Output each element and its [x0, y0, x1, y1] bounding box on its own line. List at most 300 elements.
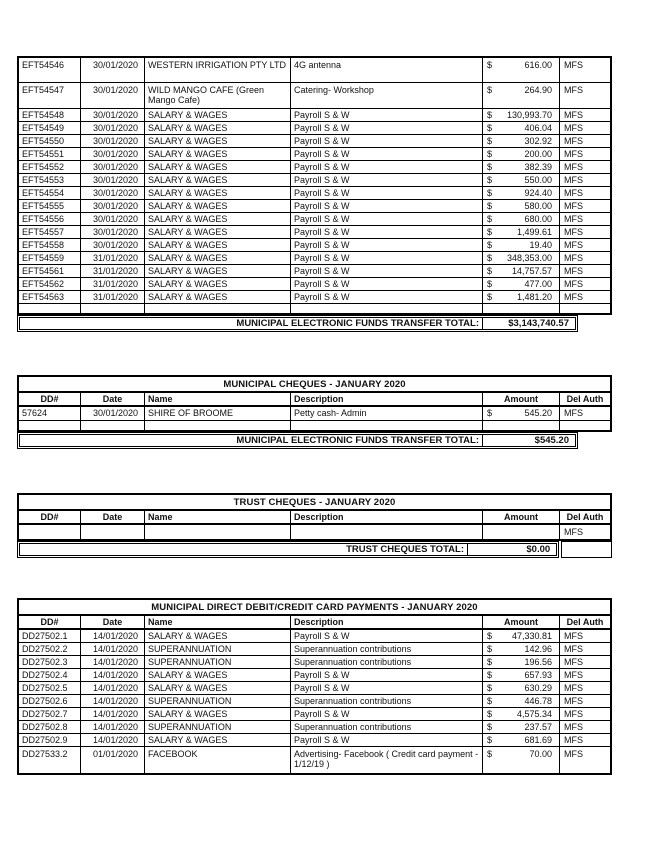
row-amount — [483, 278, 560, 291]
currency-symbol: $ — [487, 60, 493, 70]
municipal-cheques-grid — [17, 375, 612, 432]
row-id: EFT54555 — [19, 200, 81, 213]
empty-cell — [560, 421, 610, 430]
column-header-dd: DD# — [19, 616, 81, 630]
table-row — [19, 643, 610, 656]
amount-value: 196.56 — [524, 656, 552, 667]
currency-symbol: $ — [487, 174, 493, 185]
column-header-name: Name — [145, 511, 291, 525]
column-header-amount: Amount — [483, 616, 560, 630]
row-del-auth: MFS — [560, 708, 610, 721]
table-row — [19, 239, 610, 252]
row-date: 14/01/2020 — [81, 656, 145, 669]
empty-cell — [145, 421, 291, 430]
column-header-name: Name — [145, 616, 291, 630]
row-id: EFT54554 — [19, 187, 81, 200]
row-name: SALARY & WAGES — [145, 226, 291, 239]
row-description: Payroll S & W — [291, 200, 483, 213]
currency-symbol: $ — [487, 122, 493, 133]
row-date: 14/01/2020 — [81, 669, 145, 682]
amount-value: 348,353.00 — [506, 252, 552, 263]
row-name: SUPERANNUATION — [145, 695, 291, 708]
row-id: 57624 — [19, 407, 81, 421]
row-name: SUPERANNUATION — [145, 721, 291, 734]
empty-cell — [19, 421, 81, 430]
row-date: 14/01/2020 — [81, 695, 145, 708]
row-del-auth: MFS — [560, 239, 610, 252]
row-name: SALARY & WAGES — [145, 200, 291, 213]
row-description: Payroll S & W — [291, 239, 483, 252]
row-description: Advertising- Facebook ( Credit card payment - 1/12/19 ) — [291, 747, 483, 773]
column-header-amount: Amount — [483, 511, 560, 525]
table-row — [19, 407, 610, 421]
row-id: EFT54549 — [19, 122, 81, 135]
empty-cell — [291, 421, 483, 430]
table-header-row — [19, 511, 610, 525]
amount-value: 580.00 — [524, 200, 552, 211]
row-name: SALARY & WAGES — [145, 239, 291, 252]
row-date: 14/01/2020 — [81, 630, 145, 643]
row-name: SALARY & WAGES — [145, 291, 291, 304]
row-date: 30/01/2020 — [81, 83, 145, 109]
row-date: 30/01/2020 — [81, 407, 145, 421]
row-description: Payroll S & W — [291, 213, 483, 226]
row-id: EFT54546 — [19, 58, 81, 83]
row-amount — [483, 747, 560, 773]
row-date — [81, 525, 145, 539]
row-id: DD27502.2 — [19, 643, 81, 656]
row-del-auth: MFS — [564, 526, 583, 537]
row-amount — [483, 695, 560, 708]
row-del-auth: MFS — [560, 656, 610, 669]
column-header-date: Date — [81, 511, 145, 525]
currency-symbol: $ — [487, 161, 493, 172]
amount-value: 14,757.57 — [511, 265, 552, 276]
empty-cell — [560, 304, 610, 313]
table-row — [19, 669, 610, 682]
table-row — [19, 278, 610, 291]
row-date: 31/01/2020 — [81, 291, 145, 304]
amount-value: 200.00 — [524, 148, 552, 159]
row-amount — [483, 682, 560, 695]
row-del-auth: MFS — [560, 252, 610, 265]
empty-cell — [483, 421, 560, 430]
table-row — [19, 226, 610, 239]
row-name: SALARY & WAGES — [145, 669, 291, 682]
table-row — [19, 200, 610, 213]
row-id: DD27502.8 — [19, 721, 81, 734]
table-row — [19, 174, 610, 187]
row-id: DD27502.7 — [19, 708, 81, 721]
row-description: Payroll S & W — [291, 187, 483, 200]
row-name: SALARY & WAGES — [145, 161, 291, 174]
row-date: 14/01/2020 — [81, 734, 145, 747]
empty-cell — [145, 304, 291, 313]
currency-symbol: $ — [487, 226, 493, 237]
row-name: SALARY & WAGES — [145, 109, 291, 122]
row-date: 30/01/2020 — [81, 122, 145, 135]
row-id: DD27502.5 — [19, 682, 81, 695]
column-header-dd: DD# — [19, 393, 81, 407]
row-description — [291, 525, 483, 539]
row-id: DD27502.3 — [19, 656, 81, 669]
row-id: DD27502.1 — [19, 630, 81, 643]
row-id: EFT54562 — [19, 278, 81, 291]
table-row — [19, 291, 610, 304]
currency-symbol: $ — [487, 721, 493, 732]
row-description: Payroll S & W — [291, 135, 483, 148]
amount-value: 681.69 — [524, 734, 552, 745]
amount-value: 924.40 — [524, 187, 552, 198]
row-id: EFT54547 — [19, 83, 81, 109]
row-del-auth: MFS — [560, 122, 610, 135]
total-box — [17, 315, 578, 332]
currency-symbol: $ — [487, 265, 493, 276]
amount-value: 657.93 — [524, 669, 552, 680]
currency-symbol: $ — [487, 749, 493, 759]
row-name: SALARY & WAGES — [145, 734, 291, 747]
row-id: EFT54552 — [19, 161, 81, 174]
row-amount — [483, 161, 560, 174]
table-row — [19, 58, 610, 83]
row-del-auth: MFS — [560, 58, 610, 83]
column-header-description: Description — [291, 511, 483, 525]
currency-symbol: $ — [487, 695, 493, 706]
currency-symbol: $ — [487, 708, 493, 719]
row-id: EFT54551 — [19, 148, 81, 161]
row-id: EFT54556 — [19, 213, 81, 226]
row-amount — [483, 291, 560, 304]
table-row — [19, 734, 610, 747]
row-description: Superannuation contributions — [291, 695, 483, 708]
empty-cell — [483, 304, 560, 313]
currency-symbol: $ — [487, 682, 493, 693]
amount-value: 550.00 — [524, 174, 552, 185]
row-del-auth: MFS — [560, 161, 610, 174]
table-row — [19, 630, 610, 643]
amount-value: 302.92 — [524, 135, 552, 146]
currency-symbol: $ — [487, 148, 493, 159]
row-del-auth: MFS — [560, 669, 610, 682]
row-id: EFT54553 — [19, 174, 81, 187]
row-del-auth: MFS — [560, 200, 610, 213]
row-amount — [483, 669, 560, 682]
table-row — [19, 161, 610, 174]
row-description: Payroll S & W — [291, 252, 483, 265]
column-header-description: Description — [291, 616, 483, 630]
row-description: Payroll S & W — [291, 174, 483, 187]
row-description: Payroll S & W — [291, 109, 483, 122]
row-name: SALARY & WAGES — [145, 682, 291, 695]
table-row — [19, 682, 610, 695]
column-header-del-auth: Del Auth — [560, 393, 610, 407]
table-row — [19, 708, 610, 721]
currency-symbol: $ — [487, 213, 493, 224]
total-label: MUNICIPAL ELECTRONIC FUNDS TRANSFER TOTAL: — [236, 318, 479, 329]
row-amount — [483, 174, 560, 187]
amount-value: 47,330.81 — [511, 630, 552, 641]
row-name: SALARY & WAGES — [145, 252, 291, 265]
amount-value: 406.04 — [524, 122, 552, 133]
row-description: Payroll S & W — [291, 226, 483, 239]
empty-cell — [291, 304, 483, 313]
amount-value: 1,499.61 — [516, 226, 552, 237]
total-label: TRUST CHEQUES TOTAL: — [346, 544, 464, 555]
row-amount — [483, 630, 560, 643]
row-name — [145, 525, 291, 539]
row-amount — [483, 58, 560, 83]
row-description: Petty cash- Admin — [291, 407, 483, 421]
row-description: Payroll S & W — [291, 148, 483, 161]
row-amount — [483, 200, 560, 213]
table-total-row — [17, 315, 612, 332]
row-description: Superannuation contributions — [291, 721, 483, 734]
row-description: Superannuation contributions — [291, 656, 483, 669]
row-description: Payroll S & W — [291, 161, 483, 174]
table-title: MUNICIPAL DIRECT DEBIT/CREDIT CARD PAYMENTS - JANUARY 2020 — [19, 600, 610, 616]
table-row — [19, 135, 610, 148]
row-del-auth: MFS — [560, 109, 610, 122]
currency-symbol: $ — [487, 291, 493, 302]
currency-symbol: $ — [487, 200, 493, 211]
empty-cell — [81, 421, 145, 430]
table-row — [19, 122, 610, 135]
empty-cell — [19, 304, 81, 313]
row-date: 30/01/2020 — [81, 200, 145, 213]
row-del-auth: MFS — [560, 148, 610, 161]
row-name: SALARY & WAGES — [145, 213, 291, 226]
row-del-auth: MFS — [560, 407, 610, 421]
row-id: EFT54561 — [19, 265, 81, 278]
row-date: 30/01/2020 — [81, 161, 145, 174]
row-del-auth: MFS — [560, 643, 610, 656]
row-name: SALARY & WAGES — [145, 148, 291, 161]
row-description: Catering- Workshop — [291, 83, 483, 109]
currency-symbol: $ — [487, 278, 493, 289]
row-name: SALARY & WAGES — [145, 708, 291, 721]
row-id: EFT54559 — [19, 252, 81, 265]
amount-value: 130,993.70 — [506, 109, 552, 120]
row-del-auth: MFS — [560, 135, 610, 148]
row-id: EFT54563 — [19, 291, 81, 304]
row-name: SALARY & WAGES — [145, 630, 291, 643]
row-id: EFT54558 — [19, 239, 81, 252]
row-description: Payroll S & W — [291, 278, 483, 291]
row-amount — [483, 148, 560, 161]
row-amount — [483, 226, 560, 239]
row-del-auth: MFS — [560, 682, 610, 695]
municipal-direct-debit-credit-card-grid — [17, 598, 612, 775]
currency-symbol: $ — [487, 239, 493, 250]
row-description: Payroll S & W — [291, 669, 483, 682]
row-name: WILD MANGO CAFE (Green Mango Cafe) — [145, 83, 291, 109]
row-del-auth: MFS — [560, 721, 610, 734]
currency-symbol: $ — [487, 187, 493, 198]
table-row — [19, 695, 610, 708]
row-name: FACEBOOK — [145, 747, 291, 773]
amount-value: 382.39 — [524, 161, 552, 172]
column-header-date: Date — [81, 616, 145, 630]
row-id: DD27502.6 — [19, 695, 81, 708]
amount-value: 237.57 — [524, 721, 552, 732]
row-id: EFT54548 — [19, 109, 81, 122]
table-row — [19, 148, 610, 161]
total-label: MUNICIPAL ELECTRONIC FUNDS TRANSFER TOTAL: — [236, 435, 479, 446]
amount-value: 264.90 — [524, 85, 552, 95]
column-header-description: Description — [291, 393, 483, 407]
row-date: 31/01/2020 — [81, 265, 145, 278]
currency-symbol: $ — [487, 643, 493, 654]
row-del-auth: MFS — [564, 749, 583, 759]
row-name: SHIRE OF BROOME — [145, 407, 291, 421]
row-amount — [483, 187, 560, 200]
row-amount — [483, 721, 560, 734]
row-amount — [483, 239, 560, 252]
row-id: DD27502.4 — [19, 669, 81, 682]
row-name: SALARY & WAGES — [145, 278, 291, 291]
row-amount — [483, 109, 560, 122]
row-name: SUPERANNUATION — [145, 643, 291, 656]
table-row — [19, 213, 610, 226]
amount-value: 70.00 — [529, 749, 552, 759]
currency-symbol: $ — [487, 85, 493, 95]
row-name: WESTERN IRRIGATION PTY LTD — [145, 58, 291, 83]
row-date: 30/01/2020 — [81, 109, 145, 122]
amount-value: 4,575.34 — [516, 708, 552, 719]
currency-symbol: $ — [487, 109, 493, 120]
row-id: DD27533.2 — [19, 747, 81, 773]
row-date: 30/01/2020 — [81, 226, 145, 239]
row-date: 01/01/2020 — [81, 747, 145, 773]
row-id: DD27502.9 — [19, 734, 81, 747]
row-del-auth: MFS — [560, 226, 610, 239]
trust-cheques-table — [17, 493, 612, 558]
row-id — [19, 525, 81, 539]
column-header-date: Date — [81, 393, 145, 407]
column-header-name: Name — [145, 393, 291, 407]
table-row — [19, 83, 610, 109]
row-del-auth: MFS — [560, 734, 610, 747]
row-amount — [483, 252, 560, 265]
column-header-amount: Amount — [483, 393, 560, 407]
row-description: Payroll S & W — [291, 265, 483, 278]
row-date: 14/01/2020 — [81, 643, 145, 656]
amount-value: 680.00 — [524, 213, 552, 224]
table-header-row — [19, 616, 610, 630]
amount-value: 545.20 — [524, 408, 552, 419]
row-date: 30/01/2020 — [81, 135, 145, 148]
row-del-auth: MFS — [560, 187, 610, 200]
table-row — [19, 109, 610, 122]
column-header-dd: DD# — [19, 511, 81, 525]
row-amount — [483, 135, 560, 148]
amount-value: 446.78 — [524, 695, 552, 706]
table-row — [19, 747, 610, 773]
currency-symbol: $ — [487, 252, 493, 263]
row-id: EFT54557 — [19, 226, 81, 239]
row-description: Payroll S & W — [291, 122, 483, 135]
amount-value: 477.00 — [524, 278, 552, 289]
row-amount — [483, 656, 560, 669]
row-description: 4G antenna — [291, 58, 483, 83]
table-row — [19, 187, 610, 200]
row-date: 14/01/2020 — [81, 682, 145, 695]
row-description: Payroll S & W — [291, 291, 483, 304]
row-date: 30/01/2020 — [81, 239, 145, 252]
amount-value: 616.00 — [524, 60, 552, 70]
row-description: Superannuation contributions — [291, 643, 483, 656]
row-del-auth: MFS — [560, 213, 610, 226]
row-date: 31/01/2020 — [81, 278, 145, 291]
table-title: TRUST CHEQUES - JANUARY 2020 — [19, 495, 610, 511]
currency-symbol: $ — [487, 669, 493, 680]
row-amount — [483, 708, 560, 721]
column-header-del-auth: Del Auth — [560, 616, 610, 630]
row-del-auth: MFS — [560, 630, 610, 643]
row-del-auth: MFS — [560, 695, 610, 708]
row-name: SUPERANNUATION — [145, 656, 291, 669]
currency-symbol: $ — [487, 656, 493, 667]
row-del-auth: MFS — [560, 278, 610, 291]
row-amount — [483, 407, 560, 421]
row-date: 14/01/2020 — [81, 708, 145, 721]
amount-value: 630.29 — [524, 682, 552, 693]
row-description: Payroll S & W — [291, 708, 483, 721]
row-name: SALARY & WAGES — [145, 187, 291, 200]
row-name: SALARY & WAGES — [145, 122, 291, 135]
row-description: Payroll S & W — [291, 734, 483, 747]
empty-cell — [81, 304, 145, 313]
table-row — [19, 265, 610, 278]
row-amount — [483, 525, 560, 539]
empty-row — [19, 421, 610, 430]
total-value: $0.00 — [467, 544, 556, 555]
row-id: EFT54550 — [19, 135, 81, 148]
total-value: $3,143,740.57 — [482, 318, 575, 329]
currency-symbol: $ — [487, 135, 493, 146]
row-date: 30/01/2020 — [81, 187, 145, 200]
amount-value: 1,481.20 — [516, 291, 552, 302]
row-date: 30/01/2020 — [81, 148, 145, 161]
row-amount — [483, 265, 560, 278]
row-date: 30/01/2020 — [81, 174, 145, 187]
row-del-auth: MFS — [560, 83, 610, 109]
row-name: SALARY & WAGES — [145, 265, 291, 278]
table-header-row — [19, 393, 610, 407]
row-date: 31/01/2020 — [81, 252, 145, 265]
row-del-auth: MFS — [560, 291, 610, 304]
table-total-row — [17, 432, 612, 449]
currency-symbol: $ — [487, 408, 493, 419]
row-amount — [483, 83, 560, 109]
municipal-cheques-table — [17, 375, 612, 449]
currency-symbol: $ — [487, 734, 493, 745]
row-amount — [483, 734, 560, 747]
row-date: 30/01/2020 — [81, 213, 145, 226]
municipal-eft-payments-grid — [17, 56, 612, 315]
row-description: Payroll S & W — [291, 630, 483, 643]
row-amount — [483, 643, 560, 656]
direct-debit-credit-card-table — [17, 598, 612, 775]
table-row — [19, 252, 610, 265]
row-name: SALARY & WAGES — [145, 174, 291, 187]
total-value: $545.20 — [482, 435, 575, 446]
total-box — [17, 432, 578, 449]
amount-value: 142.96 — [524, 643, 552, 654]
row-amount — [483, 122, 560, 135]
currency-symbol: $ — [487, 630, 493, 641]
del-auth-empty-cell — [561, 541, 612, 558]
